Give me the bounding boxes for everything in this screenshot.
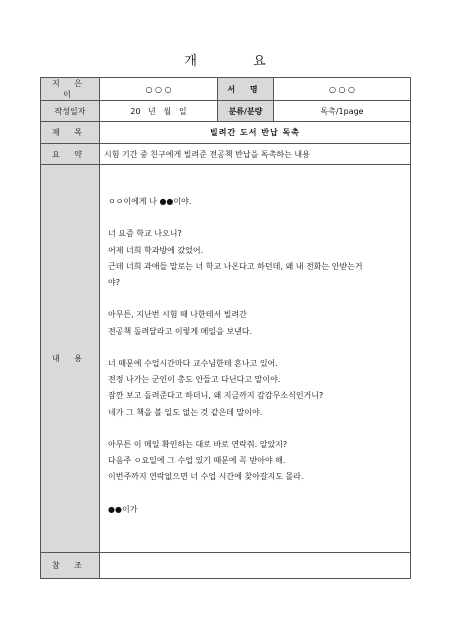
summary-value: 시험 기간 중 친구에게 빌려준 전공책 반납을 독촉하는 내용 [100,144,411,165]
content-line: 어제 너희 학과방에 갔었어. [108,245,204,255]
author-label: 지 은 이 [41,78,100,101]
date-label: 작성일자 [41,101,100,122]
date-value: 20 년 월 일 [100,101,218,122]
page-title: 개 요 [184,54,292,69]
subject-value: 빌려간 도서 반납 독촉 [100,122,411,144]
class-value: 독촉/1page [274,101,411,122]
content-line: ㅇㅇ이에게 나 ●●이야. [108,197,192,206]
content-body [100,165,411,553]
subject-row [41,122,411,144]
subject-label: 제 목 [41,122,100,144]
summary-row [41,144,411,165]
class-label: 분류/분량 [218,101,274,122]
date-row [41,101,411,122]
author-value: ○ ○ ○ [100,78,218,101]
content-line: 잠깐 보고 돌려준다고 하더니, 왜 지금까지 감감무소식인거니? [108,391,324,401]
content-line: ●●이가 [108,504,138,514]
content-line: 너 요즘 학교 나오니? [108,229,182,239]
content-label: 내 용 [41,165,100,553]
content-row [41,165,411,553]
author-row [41,78,411,101]
content-line: 아무튼 이 메일 확인하는 대로 바로 연락줘. 알았지? [108,439,288,449]
ref-row [41,553,411,579]
content-line: 네가 그 책을 볼 일도 없는 것 같은데 말이야. [108,407,263,417]
content-line: 전공책 돌려달라고 이렇게 메일을 보낸다. [108,326,253,336]
content-line: 이번주까지 연락없으면 너 수업 시간에 찾아갈지도 몰라. [108,472,304,482]
document-form [40,77,411,579]
content-line: 근데 너희 과애들 말로는 너 학교 나온다고 하던데, 왜 내 전화는 안받는거 [108,261,363,271]
content-line: 아무튼, 지난번 시험 때 나한테서 빌려간 [108,310,247,320]
content-line: 너 때문에 수업시간마다 교수님한테 혼나고 있어. [108,358,278,368]
content-line: 야? [108,278,120,287]
summary-label: 요 약 [41,144,100,165]
content-line: 다음주 ㅇ요일에 그 수업 있기 때문에 꼭 받아야 해. [108,456,286,466]
sign-label: 서 명 [218,78,274,101]
ref-value [100,553,411,579]
content-line: 전정 나가는 군인이 총도 안들고 다닌다고 말이야. [108,375,281,385]
ref-label: 참 조 [41,553,100,579]
sign-value: ○ ○ ○ [274,78,411,101]
